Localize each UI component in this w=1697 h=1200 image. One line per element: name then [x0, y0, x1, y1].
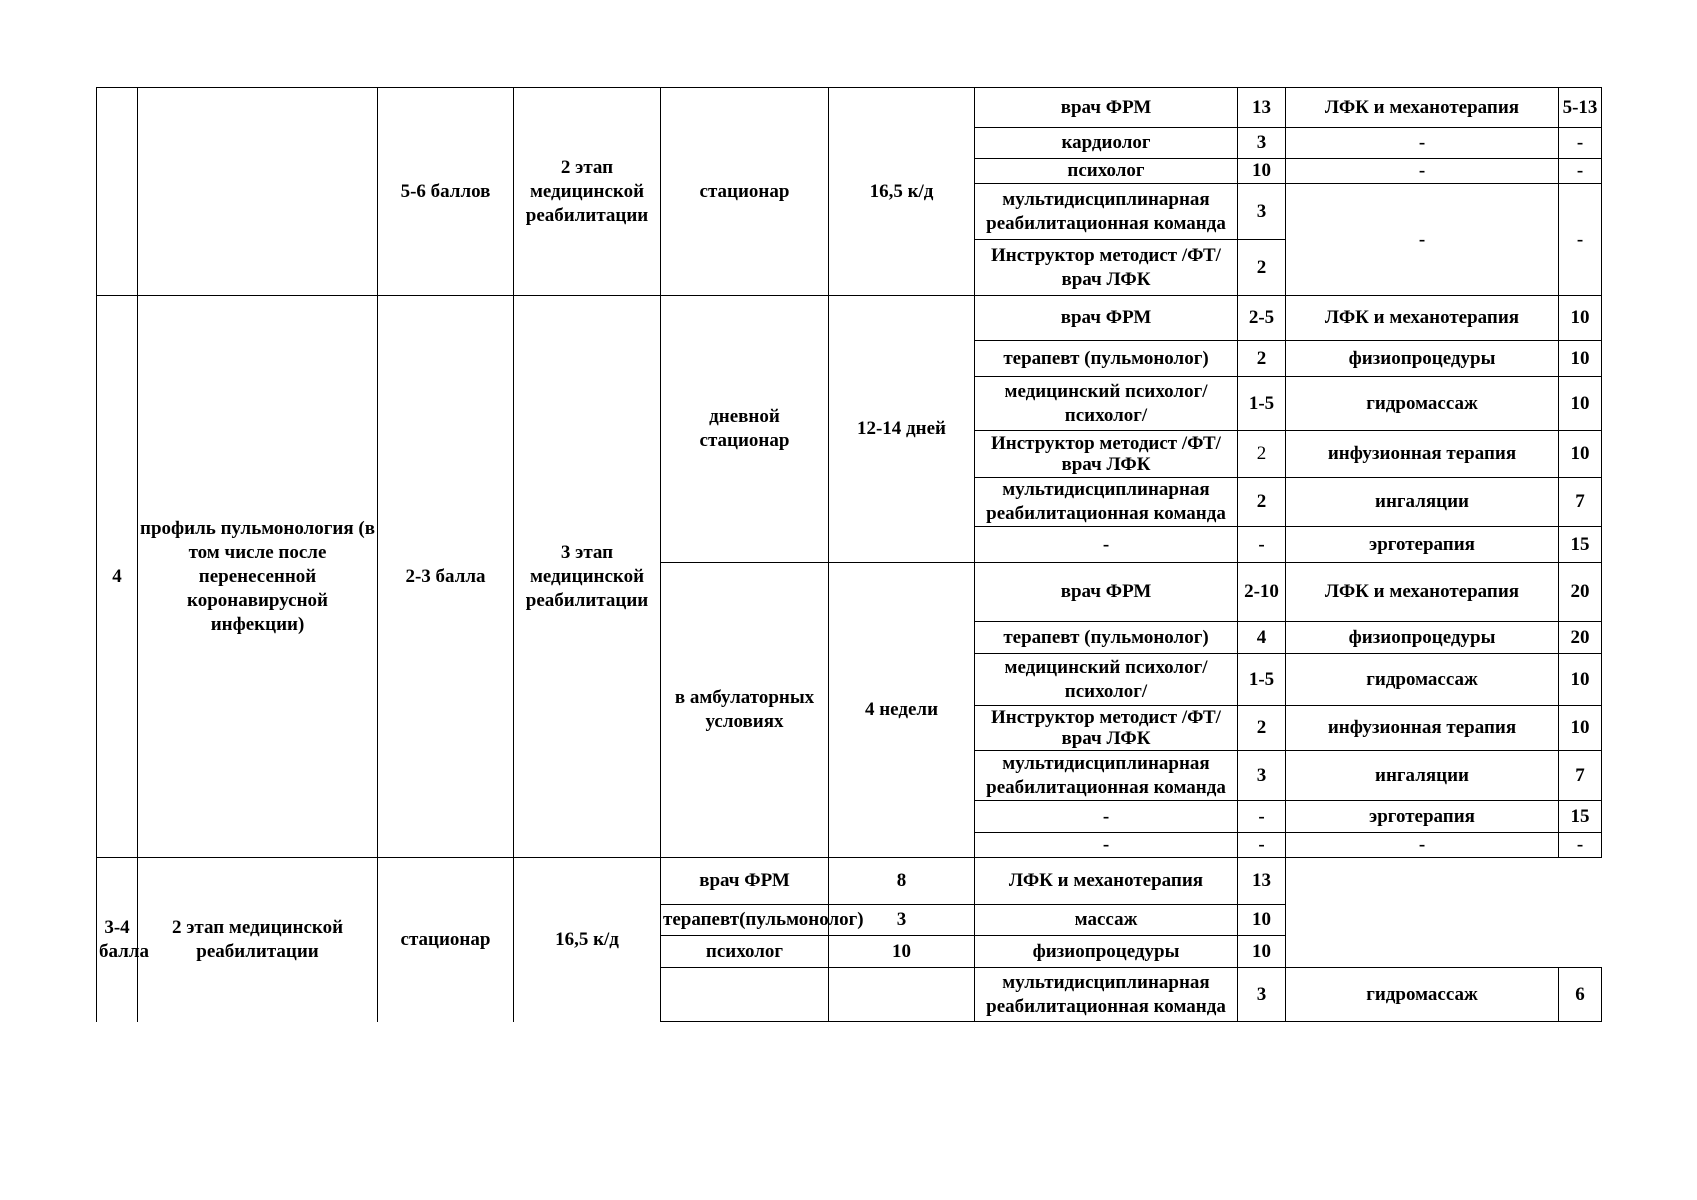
specialist-cell: врач ФРМ	[975, 88, 1238, 128]
procedure-count-cell: -	[1559, 128, 1602, 159]
table-row	[97, 88, 1602, 128]
procedure-cell: ЛФК и механотерапия	[1286, 563, 1559, 622]
specialist-cell: врач ФРМ	[975, 563, 1238, 622]
procedure-cell: инфузионная терапия	[1286, 431, 1559, 478]
profile-cell-empty	[829, 968, 975, 1022]
procedure-cell: инфузионная терапия	[1286, 706, 1559, 751]
procedure-count-cell: 10	[1559, 377, 1602, 431]
specialist-cell: -	[975, 801, 1238, 833]
specialist-cell: мультидисциплинарная реабилитационная команда	[975, 968, 1238, 1022]
procedure-count-cell: 20	[1559, 622, 1602, 654]
specialist-cell: медицинский психолог/психолог/	[975, 654, 1238, 706]
procedure-cell: массаж	[975, 905, 1238, 936]
setting-cell	[661, 296, 829, 563]
score-cell: 3-4 балла	[97, 858, 138, 1022]
specialist-count-cell: 2	[1238, 431, 1286, 478]
procedure-cell: гидромассаж	[1286, 654, 1559, 706]
procedure-cell: -	[1286, 833, 1559, 858]
specialist-count-cell: 3	[1238, 184, 1286, 240]
specialist-count-cell: 1-5	[1238, 654, 1286, 706]
specialist-count-cell: 8	[829, 858, 975, 905]
duration-cell: 16,5 к/д	[829, 88, 975, 296]
procedure-count-cell: 7	[1559, 478, 1602, 527]
procedure-cell: физиопроцедуры	[1286, 341, 1559, 377]
specialist-cell: терапевт(пульмонолог)	[661, 905, 829, 936]
setting-line: стационар	[699, 430, 790, 451]
specialist-cell: врач ФРМ	[975, 296, 1238, 341]
procedure-cell: ингаляции	[1286, 478, 1559, 527]
procedure-count-cell: 7	[1559, 751, 1602, 801]
specialist-count-cell: 2-10	[1238, 563, 1286, 622]
procedure-count-cell: 6	[1559, 968, 1602, 1022]
profile-cell: профиль пульмонология (в том числе после перенесенной коронавирусной инфекции)	[138, 296, 378, 858]
procedure-cell: -	[1286, 159, 1559, 184]
specialist-cell: Инструктор методист /ФТ/врач ЛФК	[975, 240, 1238, 296]
procedure-count-cell: 10	[1559, 341, 1602, 377]
procedure-count-cell: -	[1559, 184, 1602, 296]
specialist-count-cell: 3	[1238, 968, 1286, 1022]
table-row	[97, 858, 1602, 905]
specialist-cell: мультидисциплинарная реабилитационная команда	[975, 478, 1238, 527]
index-cell-empty	[661, 968, 829, 1022]
procedure-cell: ЛФК и механотерапия	[1286, 296, 1559, 341]
procedure-cell: -	[1286, 128, 1559, 159]
specialist-cell: психолог	[661, 936, 829, 968]
stage-cell: 2 этап медицинской реабилитации	[514, 88, 661, 296]
procedure-count-cell: -	[1559, 159, 1602, 184]
stage-cell: 2 этап медицинской реабилитации	[138, 858, 378, 1022]
specialist-count-cell: -	[1238, 801, 1286, 833]
procedure-count-cell: 20	[1559, 563, 1602, 622]
specialist-cell: Инструктор методист /ФТ/врач ЛФК	[975, 431, 1238, 478]
procedure-cell: гидромассаж	[1286, 968, 1559, 1022]
procedure-count-cell: 13	[1238, 858, 1286, 905]
stage-cell: 3 этап медицинской реабилитации	[514, 296, 661, 858]
procedure-count-cell: 10	[1559, 296, 1602, 341]
specialist-cell: терапевт (пульмонолог)	[975, 341, 1238, 377]
specialist-count-cell: 10	[1238, 159, 1286, 184]
procedure-cell: -	[1286, 184, 1559, 296]
specialist-count-cell: 3	[1238, 128, 1286, 159]
specialist-cell: Инструктор методист /ФТ/врач ЛФК	[975, 706, 1238, 751]
procedure-count-cell: 15	[1559, 801, 1602, 833]
procedure-cell: ЛФК и механотерапия	[1286, 88, 1559, 128]
procedure-count-cell: 5-13	[1559, 88, 1602, 128]
procedure-cell: ЛФК и механотерапия	[975, 858, 1238, 905]
procedure-count-cell: 10	[1559, 431, 1602, 478]
duration-cell: 12-14 дней	[829, 296, 975, 563]
procedure-cell: эрготерапия	[1286, 801, 1559, 833]
score-cell: 2-3 балла	[378, 296, 514, 858]
profile-cell-empty	[138, 88, 378, 296]
specialist-cell: терапевт (пульмонолог)	[975, 622, 1238, 654]
procedure-count-cell: 10	[1238, 905, 1286, 936]
specialist-count-cell: -	[1238, 833, 1286, 858]
rehabilitation-table	[96, 87, 1602, 1022]
procedure-cell: ингаляции	[1286, 751, 1559, 801]
index-cell: 4	[97, 296, 138, 858]
specialist-count-cell: 10	[829, 936, 975, 968]
specialist-count-cell: 2	[1238, 478, 1286, 527]
procedure-cell: эрготерапия	[1286, 527, 1559, 563]
procedure-count-cell: 15	[1559, 527, 1602, 563]
specialist-count-cell: 3	[1238, 751, 1286, 801]
table-row	[97, 296, 1602, 341]
specialist-count-cell: 4	[1238, 622, 1286, 654]
specialist-count-cell: 1-5	[1238, 377, 1286, 431]
setting-cell: в амбулаторных условиях	[661, 563, 829, 858]
specialist-count-cell: 13	[1238, 88, 1286, 128]
procedure-count-cell: 10	[1559, 706, 1602, 751]
score-cell: 5-6 баллов	[378, 88, 514, 296]
duration-cell: 4 недели	[829, 563, 975, 858]
specialist-cell: медицинский психолог/психолог/	[975, 377, 1238, 431]
procedure-count-cell: -	[1559, 833, 1602, 858]
specialist-count-cell: -	[1238, 527, 1286, 563]
procedure-cell: физиопроцедуры	[975, 936, 1238, 968]
specialist-cell: мультидисциплинарная реабилитационная команда	[975, 184, 1238, 240]
procedure-count-cell: 10	[1238, 936, 1286, 968]
specialist-cell: кардиолог	[975, 128, 1238, 159]
setting-line: дневной	[709, 406, 780, 427]
specialist-count-cell: 2	[1238, 706, 1286, 751]
specialist-count-cell: 3	[829, 905, 975, 936]
specialist-count-cell: 2-5	[1238, 296, 1286, 341]
specialist-cell: психолог	[975, 159, 1238, 184]
specialist-cell: мультидисциплинарная реабилитационная команда	[975, 751, 1238, 801]
specialist-cell: -	[975, 833, 1238, 858]
setting-cell: стационар	[378, 858, 514, 1022]
specialist-count-cell: 2	[1238, 341, 1286, 377]
procedure-cell: гидромассаж	[1286, 377, 1559, 431]
setting-cell: стационар	[661, 88, 829, 296]
specialist-cell: врач ФРМ	[661, 858, 829, 905]
specialist-count-cell: 2	[1238, 240, 1286, 296]
procedure-count-cell: 10	[1559, 654, 1602, 706]
duration-cell: 16,5 к/д	[514, 858, 661, 1022]
index-cell-empty	[97, 88, 138, 296]
specialist-cell: -	[975, 527, 1238, 563]
procedure-cell: физиопроцедуры	[1286, 622, 1559, 654]
